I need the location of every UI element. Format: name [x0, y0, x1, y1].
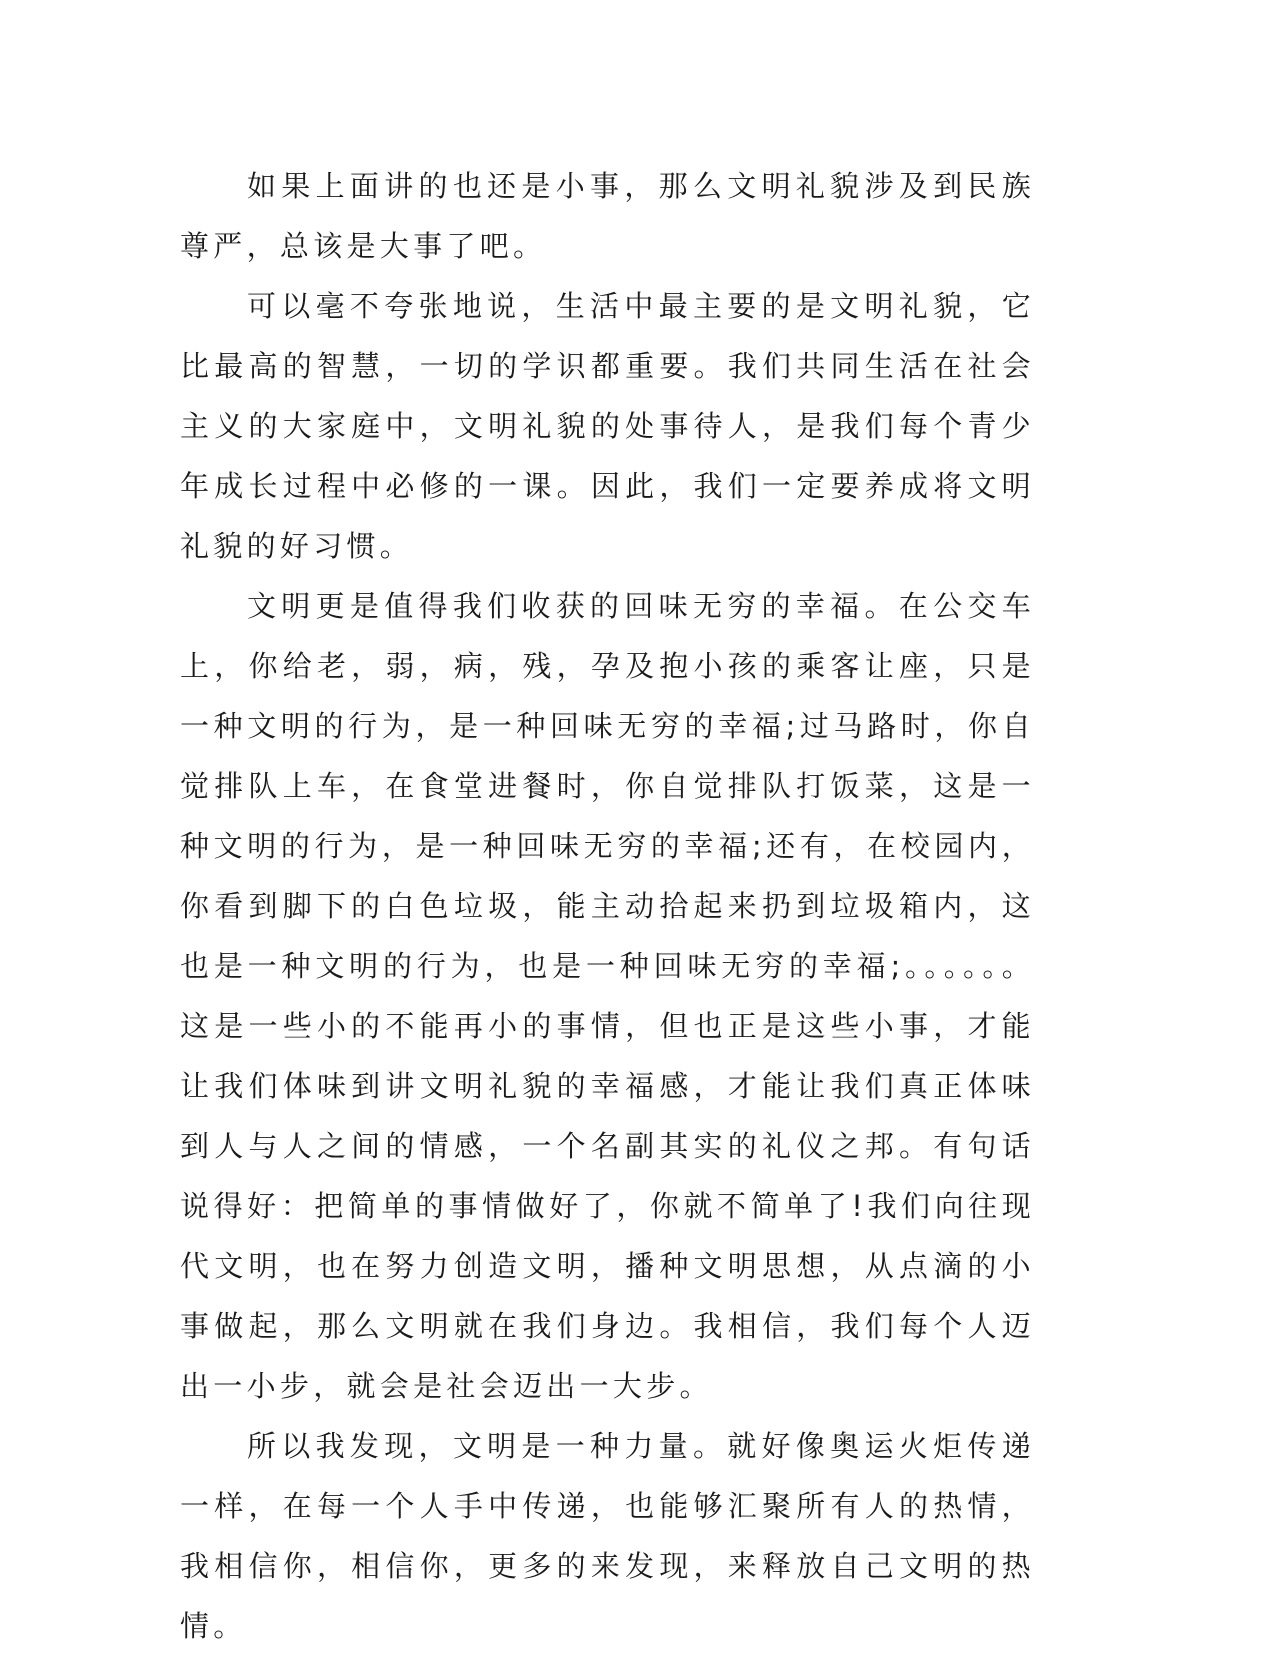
paragraph-3: 文明更是值得我们收获的回味无穷的幸福。在公交车上，你给老，弱，病，残，孕及抱小孩的乘客让座，只是一种文明的行为，是一种回味无穷的幸福;过马路时，你自觉排队上车，在食堂进餐时，你自觉排队打饭菜，这是一种文明的行为，是一种回味无穷的幸福;还有，在校园内，你看到脚下的白色垃圾，能主动拾起来扔到垃圾箱内，这也是一种文明的行为，也是一种回味无穷的幸福;。。。。。。这是一些小的不能再小的事情，但也正是这些小事，才能让我们体味到讲文明礼貌的幸福感，才能让我们真正体味到人与人之间的情感，一个名副其实的礼仪之邦。有句话说得好：把简单的事情做好了，你就不简单了!我们向往现代文明，也在努力创造文明，播种文明思想，从点滴的小事做起，那么文明就在我们身边。我相信，我们每个人迈出一小步，就会是社会迈出一大步。: [180, 589, 1035, 1403]
paragraph-2: 可以毫不夸张地说，生活中最主要的是文明礼貌，它比最高的智慧，一切的学识都重要。我们共同生活在社会主义的大家庭中，文明礼貌的处事待人，是我们每个青少年成长过程中必修的一课。因此，我们一定要养成将文明礼貌的好习惯。: [180, 289, 1035, 563]
document-body: [180, 156, 1035, 1656]
paragraph-4: 所以我发现，文明是一种力量。就好像奥运火炬传递一样，在每一个人手中传递，也能够汇聚所有人的热情，我相信你，相信你，更多的来发现，来释放自己文明的热情。: [180, 1429, 1035, 1643]
paragraph-1: 如果上面讲的也还是小事，那么文明礼貌涉及到民族尊严，总该是大事了吧。: [180, 169, 1035, 263]
